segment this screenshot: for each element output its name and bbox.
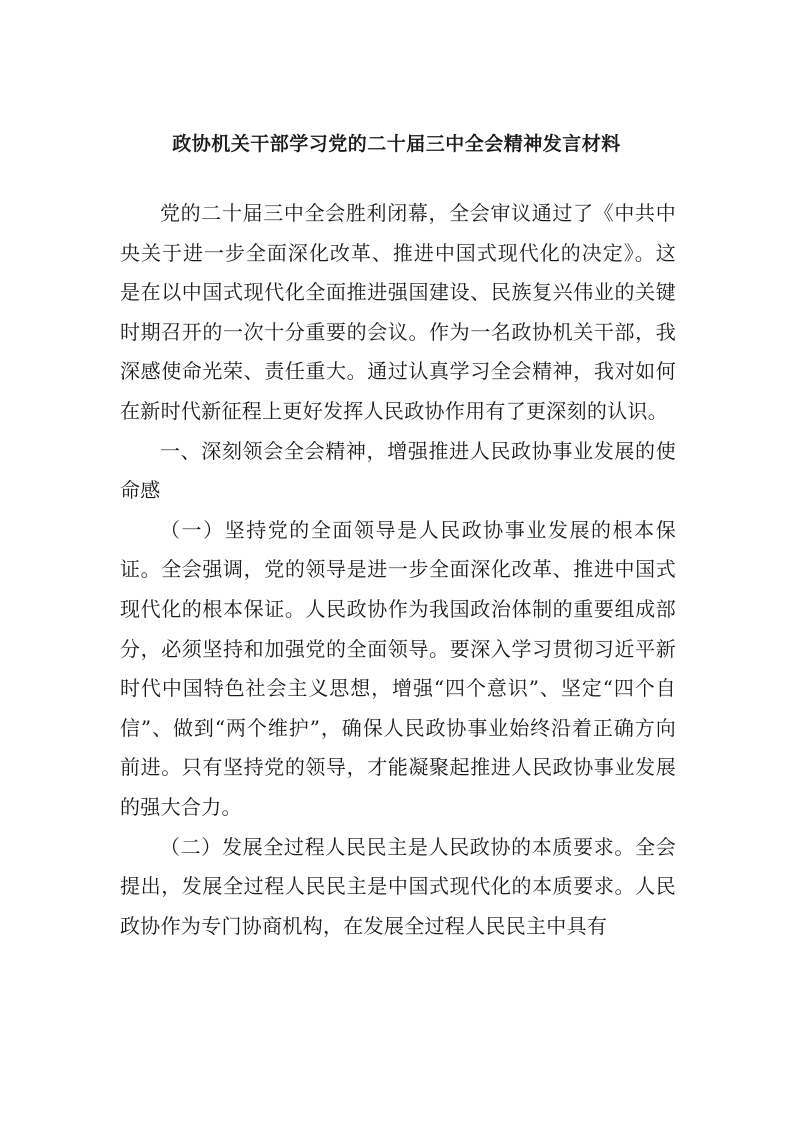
document-title: 政协机关干部学习党的二十届三中全会精神发言材料 (172, 133, 621, 155)
subsection-paragraph-2: （二）发展全过程人民民主是人民政协的本质要求。全会提出，发展全过程人民民主是中国式现代化的本质要求。人民政协作为专门协商机构，在发展全过程人民民主中具有 (120, 834, 676, 938)
section-heading-1: 一、深刻领会全会精神，增强推进人民政协事业发展的使命感 (120, 438, 676, 503)
document-body (120, 194, 676, 946)
intro-paragraph: 党的二十届三中全会胜利闭幕，全会审议通过了《中共中央关于进一步全面深化改革、推进中国式现代化的决定》。这是在以中国式现代化全面推进强国建设、民族复兴伟业的关键时期召开的一次十分重要的会议。作为一名政协机关干部，我深感使命光荣、责任重大。通过认真学习全会精神，我对如何在新时代新征程上更好发挥人民政协作用有了更深刻的认识。 (120, 201, 676, 423)
subsection-paragraph-1: （一）坚持党的全面领导是人民政协事业发展的根本保证。全会强调，党的领导是进一步全面深化改革、推进中国式现代化的根本保证。人民政协作为我国政治体制的重要组成部分，必须坚持和加强党的全面领导。要深入学习贯彻习近平新时代中国特色社会主义思想，增强“四个意识”、坚定“四个自信”、做到“两个维护”，确保人民政协事业始终沿着正确方向前进。只有坚持党的领导，才能凝聚起推进人民政协事业发展的强大合力。 (120, 517, 676, 819)
